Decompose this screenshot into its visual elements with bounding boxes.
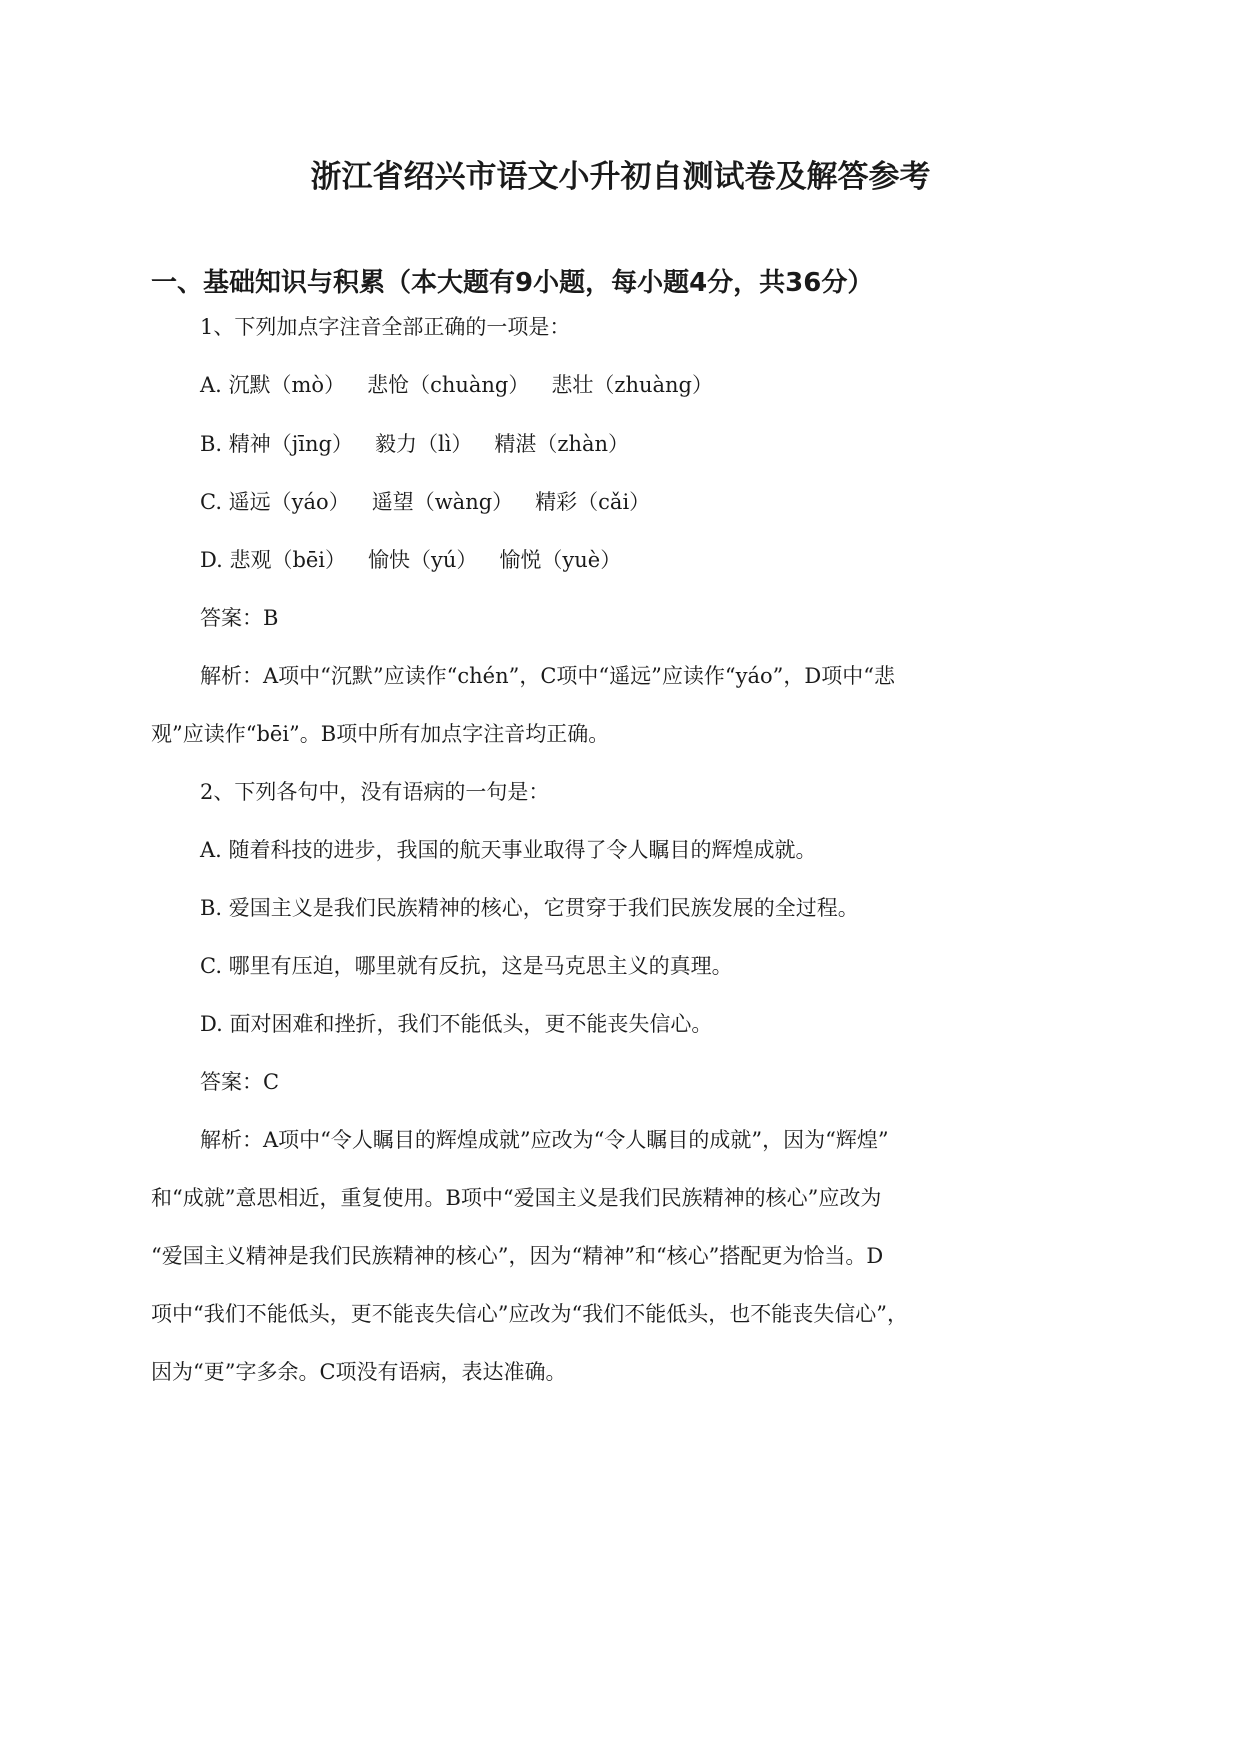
option-part: D. 悲观（bēi） bbox=[200, 548, 347, 572]
question-2-analysis-line: 解析：A项中“令人瞩目的辉煌成就”应改为“令人瞩目的成就”，因为“辉煌” bbox=[200, 1128, 889, 1152]
question-1-stem: 1、下列加点字注音全部正确的一项是： bbox=[200, 315, 571, 339]
question-2-option-a: A. 随着科技的进步，我国的航天事业取得了令人瞩目的辉煌成就。 bbox=[200, 838, 817, 862]
option-part: A. 沉默（mò） bbox=[200, 373, 346, 397]
option-part: B. 精神（jīng） bbox=[200, 432, 353, 456]
question-1-option-c bbox=[200, 485, 650, 519]
option-part: 愉悦（yuè） bbox=[499, 548, 622, 572]
question-2-analysis-line: 项中“我们不能低头，更不能丧失信心”应改为“我们不能低头，也不能丧失信心”， bbox=[151, 1302, 908, 1326]
section-heading: 一、基础知识与积累（本大题有9小题，每小题4分，共36分） bbox=[151, 268, 874, 298]
question-2-option-d: D. 面对困难和挫折，我们不能低头，更不能丧失信心。 bbox=[200, 1012, 713, 1036]
question-1-analysis-line: 解析：A项中“沉默”应读作“chén”，C项中“遥远”应读作“yáo”，D项中“悲 bbox=[200, 664, 895, 688]
question-2-option-c: C. 哪里有压迫，哪里就有反抗，这是马克思主义的真理。 bbox=[200, 954, 733, 978]
option-part: 毅力（lì） bbox=[374, 432, 473, 456]
question-2-analysis-line: 和“成就”意思相近，重复使用。B项中“爱国主义是我们民族精神的核心”应改为 bbox=[151, 1186, 882, 1210]
question-1-option-d bbox=[200, 543, 621, 577]
option-part: 愉快（yú） bbox=[368, 548, 478, 572]
question-2-option-b: B. 爱国主义是我们民族精神的核心，它贯穿于我们民族发展的全过程。 bbox=[200, 896, 859, 920]
question-1-answer: 答案：B bbox=[200, 606, 279, 630]
option-part: C. 遥远（yáo） bbox=[200, 490, 350, 514]
option-part: 精湛（zhàn） bbox=[494, 432, 630, 456]
question-2-answer: 答案：C bbox=[200, 1070, 280, 1094]
question-2-analysis-line: “爱国主义精神是我们民族精神的核心”，因为“精神”和“核心”搭配更为恰当。D bbox=[151, 1244, 884, 1268]
option-part: 遥望（wàng） bbox=[371, 490, 514, 514]
question-1-option-b bbox=[200, 427, 629, 461]
option-part: 精彩（cǎi） bbox=[535, 490, 651, 514]
question-1-analysis-line: 观”应读作“bēi”。B项中所有加点字注音均正确。 bbox=[151, 722, 610, 746]
option-part: 悲壮（zhuàng） bbox=[551, 373, 713, 397]
question-2-stem: 2、下列各句中，没有语病的一句是： bbox=[200, 780, 550, 804]
option-part: 悲怆（chuàng） bbox=[367, 373, 530, 397]
question-1-option-a bbox=[200, 368, 713, 402]
question-2-analysis-line: 因为“更”字多余。C项没有语病，表达准确。 bbox=[151, 1360, 567, 1384]
page-title: 浙江省绍兴市语文小升初自测试卷及解答参考 bbox=[310, 159, 931, 195]
